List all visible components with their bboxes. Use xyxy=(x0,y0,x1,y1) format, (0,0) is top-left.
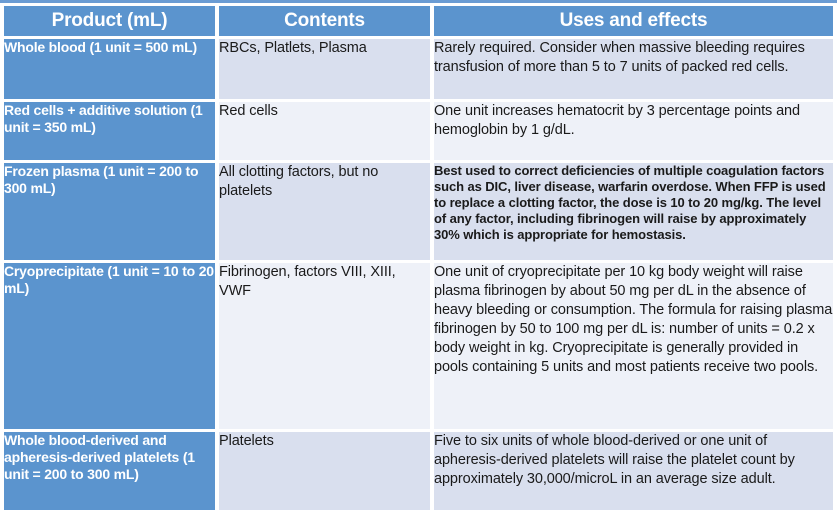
table-row-whole-blood xyxy=(4,39,833,99)
contents-cell: Red cells xyxy=(219,102,430,160)
uses-cell: Best used to correct deficiencies of multiple coagulation factors such as DIC, liver disease, warfarin overdose. When FFP is used to replace a clotting factor, the dose is 10 to 20 mg/kg. The level of any factor, including fibrinogen will raise by approximately 30% which is appropriate for hemostasis. xyxy=(434,163,833,260)
product-cell: Cryoprecipitate (1 unit = 10 to 20 mL) xyxy=(4,263,215,429)
uses-cell: Five to six units of whole blood-derived or one unit of apheresis-derived platelets will raise the platelet count by approximately 30,000/microL in an average size adult. xyxy=(434,432,833,510)
table-row-platelets xyxy=(4,432,833,510)
product-cell: Whole blood (1 unit = 500 mL) xyxy=(4,39,215,99)
contents-cell: All clotting factors, but no platelets xyxy=(219,163,430,260)
product-cell: Red cells + additive solution (1 unit = 350 mL) xyxy=(4,102,215,160)
contents-cell: Platelets xyxy=(219,432,430,510)
product-cell: Whole blood-derived and apheresis-derived platelets (1 unit = 200 to 300 mL) xyxy=(4,432,215,510)
column-header-uses: Uses and effects xyxy=(434,6,833,36)
contents-cell: Fibrinogen, factors VIII, XIII, VWF xyxy=(219,263,430,429)
uses-cell: One unit of cryoprecipitate per 10 kg body weight will raise plasma fibrinogen by about 50 mg per dL in the absence of heavy bleeding or consumption. The formula for raising plasma fibrinogen by 50 to 100 mg per dL is: number of units = 0.2 x body weight in kg. Cryoprecipitate is generally provided in pools containing 5 units and most patients receive two pools. xyxy=(434,263,833,429)
column-header-contents: Contents xyxy=(219,6,430,36)
table-header-row xyxy=(4,6,833,36)
contents-cell: RBCs, Platlets, Plasma xyxy=(219,39,430,99)
table-row-frozen-plasma xyxy=(4,163,833,260)
product-cell: Frozen plasma (1 unit = 200 to 300 mL) xyxy=(4,163,215,260)
table-row-cryoprecipitate xyxy=(4,263,833,429)
uses-cell: One unit increases hematocrit by 3 percentage points and hemoglobin by 1 g/dL. xyxy=(434,102,833,160)
table-row-red-cells xyxy=(4,102,833,160)
column-header-product: Product (mL) xyxy=(4,6,215,36)
blood-products-table xyxy=(0,3,837,513)
uses-cell: Rarely required. Consider when massive bleeding requires transfusion of more than 5 to 7 units of packed red cells. xyxy=(434,39,833,99)
